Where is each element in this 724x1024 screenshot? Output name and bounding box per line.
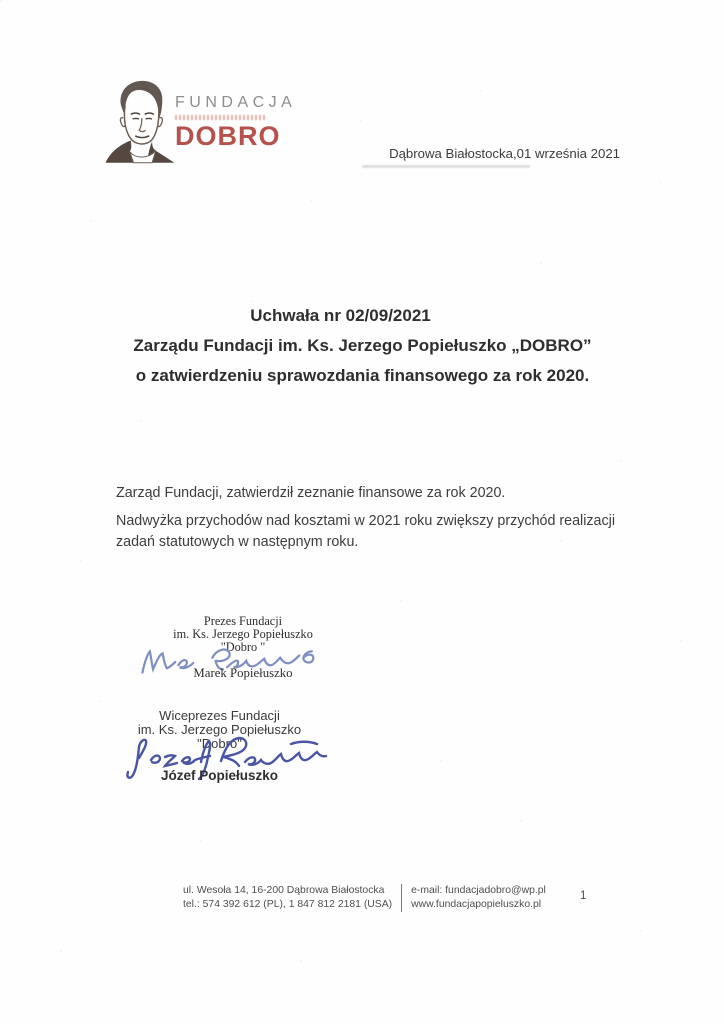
popieluszko-portrait-sketch — [100, 76, 180, 164]
sig2-role-line-3: "Dobro" — [197, 736, 242, 751]
footer-website: www.fundacjapopieluszko.pl — [411, 899, 542, 910]
sig1-role-line-2: im. Ks. Jerzego Popiełuszko — [173, 626, 313, 641]
page-number: 1 — [580, 890, 587, 902]
resolution-title — [105, 301, 620, 391]
sig1-role-line-3: "Dobro " — [220, 639, 266, 654]
body-paragraph-1: Zarząd Fundacji, zatwierdził zeznanie finansowe za rok 2020. — [116, 485, 506, 501]
footer-address-line-1: ul. Wesoła 14, 16-200 Dąbrowa Białostocka — [183, 885, 385, 896]
logo-fundacja-text: FUNDACJA — [175, 94, 297, 111]
sig1-role-line-1: Prezes Fundacji — [203, 614, 283, 628]
footer-divider — [401, 884, 402, 912]
scan-noise — [0, 0, 2, 2]
sig2-role-line-1: Wiceprezes Fundacji — [159, 708, 280, 723]
sig2-role-line-2: im. Ks. Jerzego Popiełuszko — [137, 722, 302, 737]
foundation-logo — [100, 76, 297, 168]
footer-contact — [411, 884, 546, 912]
title-line-3: o zatwierdzeniu sprawozdania finansowego za rok 2020. — [135, 366, 590, 385]
signature-block-wiceprezes — [122, 708, 317, 783]
footer — [183, 884, 546, 912]
footer-address-line-2: tel.: 574 392 612 (PL), 1 847 812 2181 (USA) — [183, 899, 393, 910]
sig1-printed-name: Marek Popiełuszko — [193, 666, 293, 680]
title-line-1: Uchwała nr 02/09/2021 — [250, 306, 431, 325]
signature-block-prezes — [148, 614, 338, 680]
logo-dobro-text: DOBRO — [175, 121, 281, 151]
footer-email: e-mail: fundacjadobro@wp.pl — [411, 885, 546, 896]
resolution-body — [116, 483, 622, 553]
logo-wordmark — [175, 94, 296, 152]
title-line-2: Zarządu Fundacji im. Ks. Jerzego Popiełuszko „DOBRO” — [133, 336, 592, 355]
footer-address — [183, 884, 392, 912]
body-paragraph-2: Nadwyżka przychodów nad kosztami w 2021 roku zwiększy przychód realizacji zadań statutowych w następnym roku. — [116, 513, 616, 550]
scan-smudge — [362, 165, 530, 168]
logo-tagline-illegible — [175, 115, 267, 120]
sig2-printed-name: Józef Popiełuszko — [160, 768, 279, 783]
dateline: Dąbrowa Białostocka,01 września 2021 — [389, 146, 620, 161]
